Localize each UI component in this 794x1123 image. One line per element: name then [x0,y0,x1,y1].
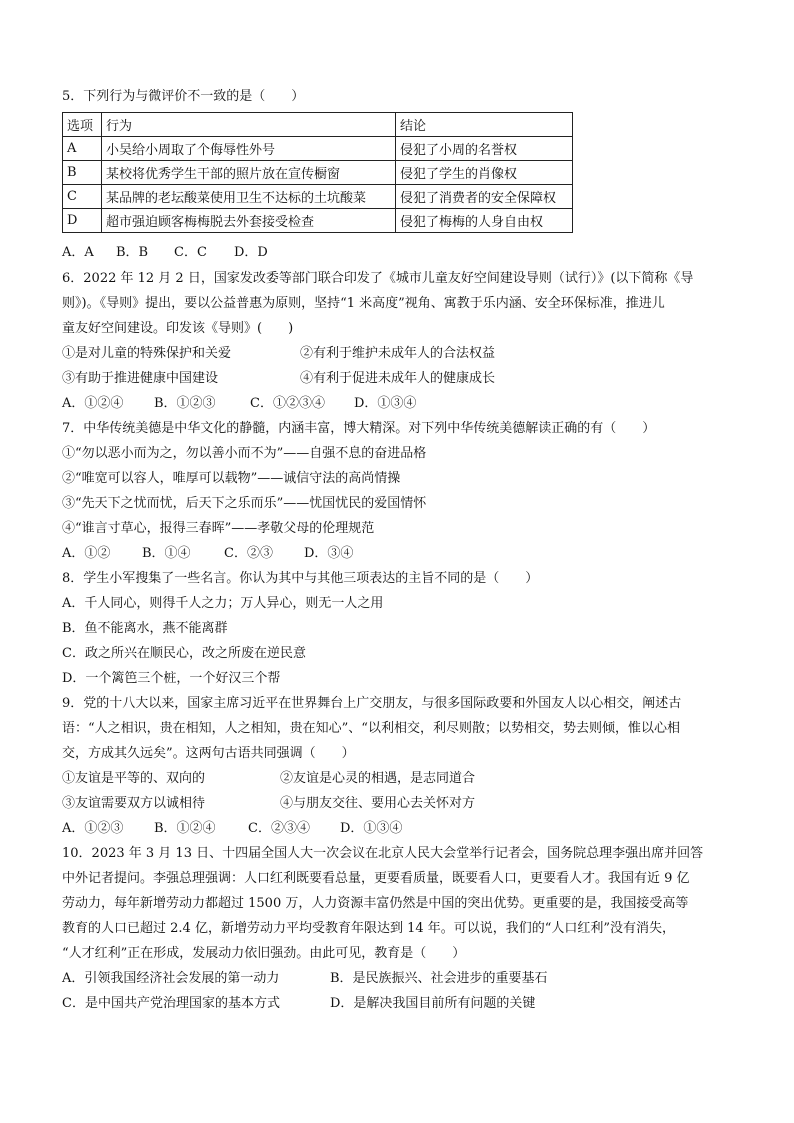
q10-stem-line: 中外记者提问。李强总理强调：人口红利既要看总量，更要看质量，既要看人口，更要看人才。我国有近 9 亿 [62,871,690,886]
q9-stem-line: 9．党的十八大以来，国家主席习近平在世界舞台上广交朋友，与很多国际政要和外国友人以心相交，阐述古 [62,696,682,711]
option-a[interactable]: A．A [62,245,94,260]
table-row [63,161,573,185]
option-c[interactable]: C．②③ [224,546,273,561]
table-cell: B [63,161,102,185]
q7-options [62,545,353,563]
table-cell: 侵犯了学生的肖像权 [396,161,573,185]
option-c[interactable]: C．①②③④ [250,396,325,411]
q10-stem-line: “人才红利”正在形成，发展动力依旧强劲。由此可见，教育是（ ） [62,946,466,961]
table-cell: 小吴给小周取了个侮辱性外号 [102,137,396,161]
q10-stem-line: 10．2023 年 3 月 13 日、十四届全国人大一次会议在北京人民大会堂举行记者会，国务院总理李强出席并回答 [62,846,704,861]
q6-items-row [62,370,495,388]
q9-items-row [62,795,475,813]
option-d[interactable]: D．③④ [304,546,354,561]
option-d[interactable]: D．是解决我国目前所有问题的关键 [330,996,536,1011]
option-b[interactable]: B．①②④ [154,821,216,836]
table-header-row [63,113,573,137]
q6-stem-line: 童友好空间建设。印发该《导则》( ) [62,321,294,336]
table-header-cell: 结论 [396,113,573,137]
q9-stem-line: 语：“人之相识，贵在相知，人之相知，贵在知心”、“以利相交，利尽则散；以势相交，势去则倾，惟以心相 [62,721,680,736]
statement-item: ④有利于促进未成年人的健康成长 [300,371,496,386]
table-cell: 侵犯了消费者的安全保障权 [396,185,573,209]
q10-options-row [62,995,535,1013]
statement-item: ②“唯宽可以容人，唯厚可以载物”——诚信守法的高尚情操 [62,471,401,486]
option-d[interactable]: D．①③④ [354,396,417,411]
statement-item: ②友谊是心灵的相遇，是志同道合 [280,771,476,786]
option-c[interactable]: C．②③④ [248,821,310,836]
q6-stem-line: 6．2022 年 12 月 2 日，国家发改委等部门联合印发了《城市儿童友好空间建设导则（试行）》(以下简称《导 [62,271,694,286]
q6-stem-line: 则》)。《导则》提出，要以公益普惠为原则，坚持“1 米高度”视角、寓教于乐内涵、安全环保标准，推进儿 [62,296,665,311]
q9-options [62,820,402,838]
option-a[interactable]: A．①②④ [62,396,124,411]
option-a[interactable]: A．引领我国经济社会发展的第一动力 [62,971,280,986]
statement-item: ③友谊需要双方以诚相待 [62,796,206,811]
table-cell: 某品牌的老坛酸菜使用卫生不达标的土坑酸菜 [102,185,396,209]
statement-item: ③有助于推进健康中国建设 [62,371,219,386]
statement-item: ①是对儿童的特殊保护和关爱 [62,346,232,361]
q9-items-row [62,770,475,788]
q10-stem-line: 劳动力，每年新增劳动力都超过 1500 万，人力资源丰富仍然是中国的突出优势。更重要的是，我国接受高等 [62,896,689,911]
q10-options-row [62,970,548,988]
table-row [63,137,573,161]
table-cell: 侵犯了小周的名誉权 [396,137,573,161]
option-c[interactable]: C．C [174,245,207,260]
table-header-cell: 行为 [102,113,396,137]
option-d[interactable]: D．①③④ [340,821,403,836]
table-cell: D [63,209,102,233]
option-a[interactable]: A．千人同心，则得千人之力；万人异心，则无一人之用 [62,596,384,611]
q6-items-row [62,345,495,363]
option-d[interactable]: D．D [234,245,268,260]
q10-stem-line: 教育的人口已超过 2.4 亿，新增劳动力平均受教育年限达到 14 年。可以说，我们的“人口红利”没有消失， [62,921,676,936]
option-b[interactable]: B．B [116,245,149,260]
q7-stem: 7．中华传统美德是中华文化的静髓，内涵丰富，博大精深。对下列中华传统美德解读正确的有（ ） [62,421,656,436]
table-row [63,209,573,233]
statement-item: ③“先天下之忧而忧，后天下之乐而乐”——忧国忧民的爱国情怀 [62,496,427,511]
statement-item: ①友谊是平等的、双向的 [62,771,206,786]
q6-options [62,395,416,413]
option-d[interactable]: D．一个篱笆三个桩，一个好汉三个帮 [62,671,281,686]
option-a[interactable]: A．①② [62,546,111,561]
option-a[interactable]: A．①②③ [62,821,124,836]
table-header-cell: 选项 [63,113,102,137]
q9-stem-line: 交，方成其久远矣”。这两句古语共同强调（ ） [62,746,355,761]
option-b[interactable]: B．是民族振兴、社会进步的重要基石 [330,971,548,986]
q5-stem: 5．下列行为与微评价不一致的是（ ） [62,89,305,104]
statement-item: ④与朋友交往、要用心去关怀对方 [280,796,476,811]
statement-item: ②有利于维护未成年人的合法权益 [300,346,496,361]
option-c[interactable]: C．政之所兴在顺民心，改之所废在逆民意 [62,646,306,661]
table-cell: 某校将优秀学生干部的照片放在宣传橱窗 [102,161,396,185]
option-b[interactable]: B．鱼不能离水，燕不能离群 [62,621,228,636]
q8-stem: 8．学生小军搜集了一些名言。你认为其中与其他三项表达的主旨不同的是（ ） [62,571,539,586]
option-c[interactable]: C．是中国共产党治理国家的基本方式 [62,996,280,1011]
q5-options [62,244,268,262]
statement-item: ④“谁言寸草心，报得三春晖”——孝敬父母的伦理规范 [62,521,375,536]
option-b[interactable]: B．①④ [142,546,191,561]
table-cell: A [63,137,102,161]
option-b[interactable]: B．①②③ [154,396,216,411]
q5-table [62,112,573,233]
table-cell: 超市强迫顾客梅梅脱去外套接受检查 [102,209,396,233]
statement-item: ①“勿以恶小而为之，勿以善小而不为”——自强不息的奋进品格 [62,446,427,461]
table-cell: C [63,185,102,209]
table-cell: 侵犯了梅梅的人身自由权 [396,209,573,233]
table-row [63,185,573,209]
